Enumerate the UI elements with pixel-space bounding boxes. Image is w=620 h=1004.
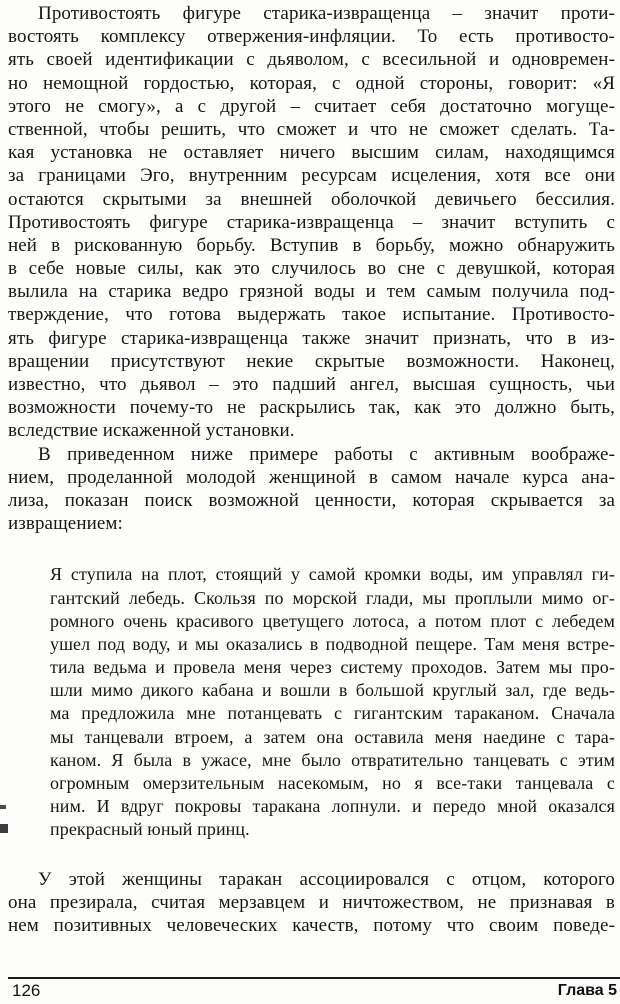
text-line: Я ступила на плот, стоящий у самой кромки воды, им управлял ги- bbox=[50, 564, 615, 585]
text-line: известно, что дьявол – это падший ангел, высшая сущность, чьи bbox=[8, 374, 615, 395]
text-line: вылила на старика ведро грязной воды и тем самым получила под- bbox=[8, 281, 615, 303]
text-line: вследствие искаженной установки. bbox=[8, 420, 295, 442]
text-line: возможности почему-то не раскрылись так, как это должно быть, bbox=[8, 397, 615, 419]
text-line: ним. И вдруг покровы таракана лопнули. и передо мной оказался bbox=[50, 796, 615, 817]
scan-artifact bbox=[0, 824, 8, 833]
chapter-label: Глава 5 bbox=[557, 982, 617, 999]
scan-artifact bbox=[0, 805, 6, 809]
text-line: ромного очень красивого цветущего лотоса, а потом плот с лебедем bbox=[50, 610, 615, 631]
text-line: но немощной гордостью, которая, с одной стороны, говорит: «Я bbox=[8, 72, 615, 94]
text-line: за границами Эго, внутренним ресурсам исцеления, хотя все они bbox=[8, 165, 615, 187]
text-line: ней в рискованную борьбу. Вступив в борьбу, можно обнаружить bbox=[8, 234, 615, 256]
text-line: этого не смогу», а с другой – считает себя достаточно могуще- bbox=[8, 95, 615, 117]
text-line: остаются скрытыми за внешней оболочкой девичьего бессилия. bbox=[8, 188, 615, 210]
text-line: тила ведьма и провела меня через систему проходов. Затем мы про- bbox=[50, 657, 615, 678]
text-line: ять фигуре старика-извращенца также значит признать, что в из- bbox=[8, 327, 615, 349]
text-line: каном. Я была в ужасе, мне было отвратительно танцевать с этим bbox=[50, 749, 615, 770]
text-line: в себе новые силы, как это случилось во сне с девушкой, которая bbox=[8, 258, 615, 280]
footer-divider bbox=[8, 977, 620, 979]
text-line: лиза, показан поиск возможной ценности, которая скрывается за bbox=[8, 489, 615, 511]
paragraph bbox=[8, 2, 615, 443]
text-line: нем позитивных человеческих качеств, потому что своим поведе- bbox=[8, 914, 615, 936]
text-line: востоять комплексу отвержения-инфляции. То есть противосто- bbox=[8, 26, 615, 48]
text-line: ма предложила мне потанцевать с гигантским тараканом. Сначала bbox=[50, 703, 615, 724]
text-line: прекрасный юный принц. bbox=[50, 819, 250, 840]
text-line: она презирала, считая мерзавцем и ничтожеством, не признавая в bbox=[8, 891, 615, 913]
text-line: тверждение, что готова выдержать такое испытание. Противосто- bbox=[8, 304, 615, 326]
text-line: извращением: bbox=[8, 513, 123, 535]
text-line: ушел под воду, и мы оказались в подводной пещере. Там меня встре- bbox=[50, 633, 615, 654]
text-line: ять своей идентификации с дьяволом, с всесильной и одновремен- bbox=[8, 49, 615, 71]
text-line: мы танцевали втроем, а затем она оставила меня наедине с тара- bbox=[50, 726, 615, 747]
page-number: 126 bbox=[12, 981, 41, 1000]
text-line: У этой женщины таракан ассоциировался с отцом, которого bbox=[38, 868, 615, 890]
text-line: нием, проделанной молодой женщиной в самом начале курса ана- bbox=[8, 466, 615, 488]
text-line: кая установка не оставляет ничего высшим силам, находящимся bbox=[8, 142, 615, 164]
text-line: гантский лебедь. Скользя по морской глади, мы проплыли мимо ог- bbox=[50, 587, 615, 608]
text-line: В приведенном ниже примере работы с активным воображе- bbox=[38, 443, 615, 465]
text-column bbox=[8, 2, 615, 937]
text-line: Противостоять фигуре старика-извращенца – значит вступить с bbox=[8, 211, 615, 233]
text-line: ственной, чтобы решить, что сможет и что не сможет сделать. Та- bbox=[8, 118, 615, 140]
paragraph bbox=[8, 443, 615, 536]
paragraph bbox=[8, 868, 615, 938]
text-line: Противостоять фигуре старика-извращенца – значит проти- bbox=[38, 3, 615, 24]
block-quote bbox=[50, 563, 615, 841]
text-line: огромным омерзительным насекомым, но я все-таки танцевала с bbox=[50, 773, 615, 793]
text-line: шли мимо дикого кабана и вошли в большой круглый зал, где ведь- bbox=[50, 680, 615, 701]
text-line: вращении присутствуют некие скрытые возможности. Наконец, bbox=[8, 350, 615, 372]
